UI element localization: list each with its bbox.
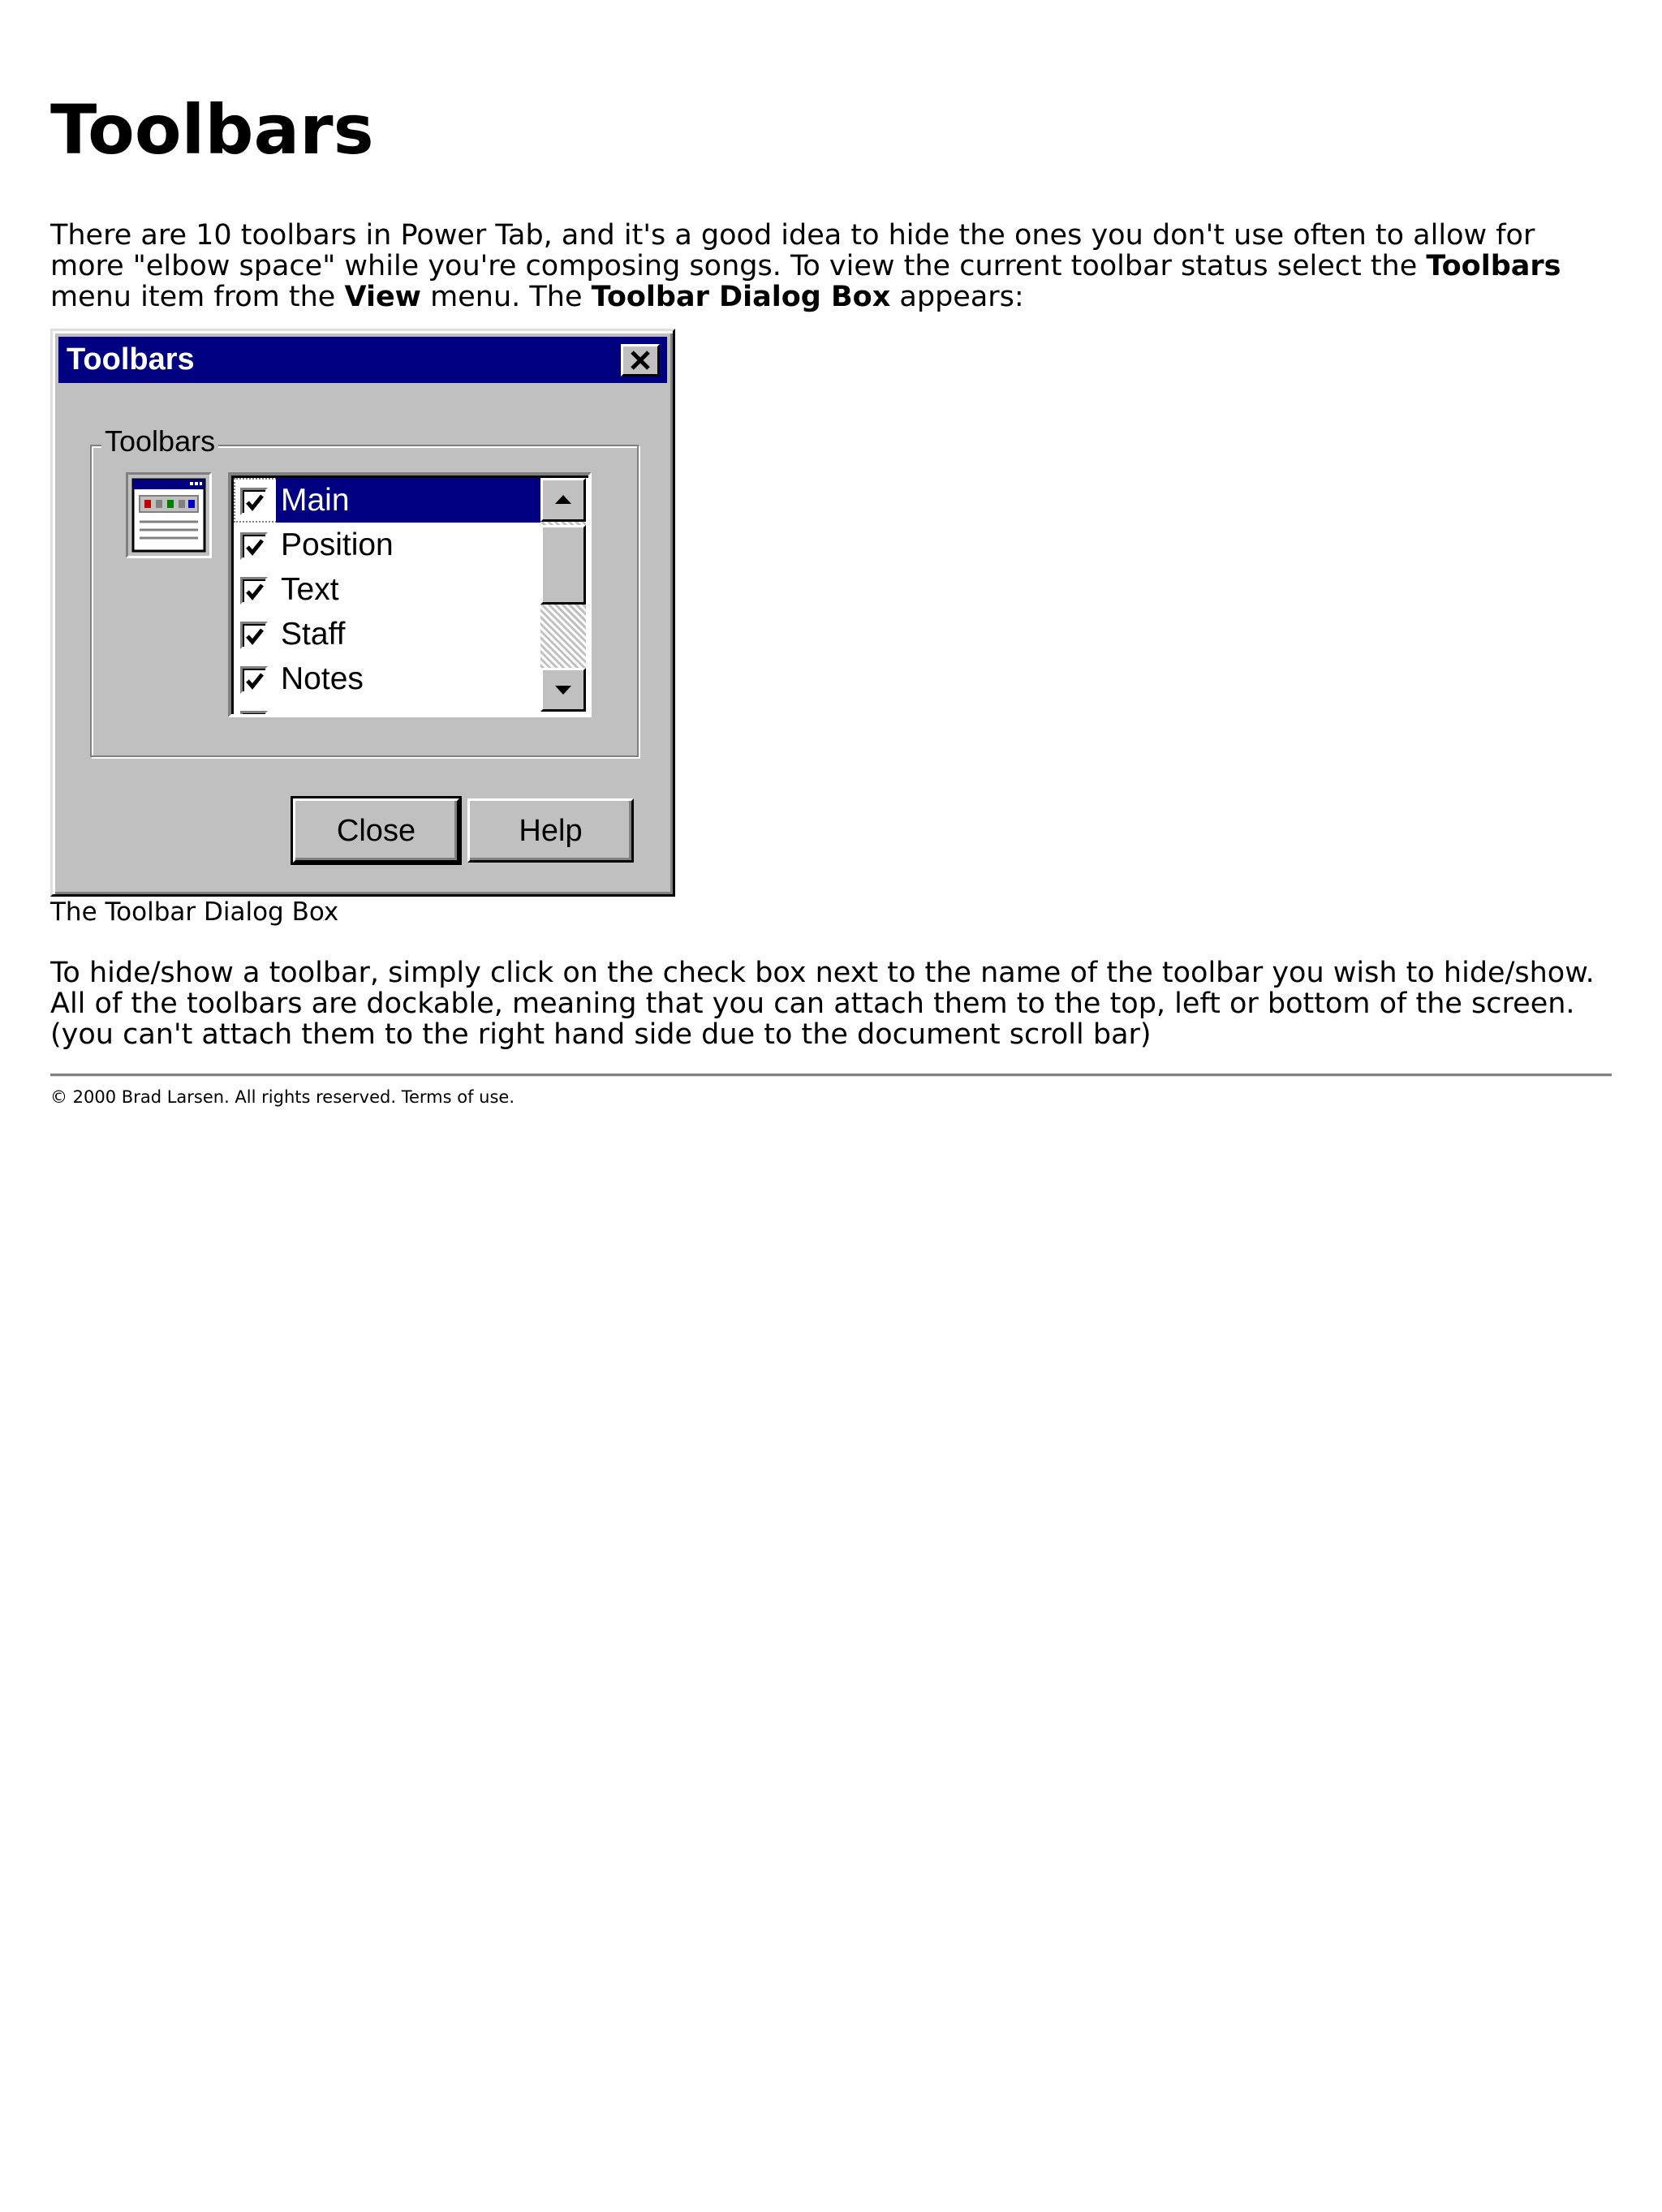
listbox-scrollbar[interactable]	[540, 478, 586, 712]
toolbar-window-icon	[126, 472, 212, 558]
checkbox[interactable]	[240, 711, 268, 717]
intro-paragraph	[50, 220, 1612, 312]
list-item-label: Position	[281, 527, 394, 562]
help-button[interactable]: Help	[467, 798, 634, 863]
list-item-label: Text	[281, 572, 339, 607]
dialog-titlebar	[58, 337, 667, 383]
intro-bold-dialog: Toolbar Dialog Box	[591, 281, 891, 313]
list-item-label: Staff	[281, 617, 346, 652]
scroll-up-button[interactable]	[540, 478, 586, 522]
checkbox[interactable]	[240, 622, 268, 649]
close-button[interactable]: Close	[293, 798, 459, 863]
intro-text-3: menu. The	[421, 281, 592, 313]
toolbar-list	[234, 478, 546, 717]
scroll-down-button[interactable]	[540, 668, 586, 712]
divider	[50, 1074, 1612, 1077]
copyright-footer: © 2000 Brad Larsen. All rights reserved. Terms of use.	[50, 1087, 515, 1107]
intro-bold-view: View	[344, 281, 422, 313]
checkbox[interactable]	[240, 666, 268, 694]
groupbox-label: Toolbars	[101, 424, 218, 459]
dialog-title: Toolbars	[67, 342, 195, 377]
list-item[interactable]	[234, 478, 546, 523]
list-item[interactable]	[234, 523, 546, 567]
figure-caption: The Toolbar Dialog Box	[50, 897, 339, 927]
scroll-thumb[interactable]	[540, 525, 586, 605]
toolbars-listbox[interactable]	[228, 472, 592, 717]
close-icon[interactable]	[621, 344, 660, 377]
intro-bold-toolbars: Toolbars	[1426, 250, 1561, 282]
intro-text-2: menu item from the	[50, 281, 345, 313]
list-item[interactable]	[234, 567, 546, 612]
list-item[interactable]	[234, 656, 546, 701]
checkbox[interactable]	[240, 488, 268, 515]
arrow-down-icon	[553, 682, 574, 698]
intro-text-1: There are 10 toolbars in Power Tab, and it's a good idea to hide the ones you don't use often to allow for more "elbow space" while you're composing songs. To view the current toolbar status select the	[50, 219, 1535, 282]
intro-text-4: appears:	[890, 281, 1024, 313]
list-item-label: Main	[276, 478, 546, 523]
arrow-up-icon	[553, 492, 574, 508]
toolbars-groupbox	[90, 424, 639, 757]
body-paragraph: To hide/show a toolbar, simply click on the check box next to the name of the toolbar you wish to hide/show. All of the toolbars are dockable, meaning that you can attach them to the top, left or bottom of the screen. (you can't attach them to the right hand side due to the document scroll bar)	[50, 957, 1595, 1051]
checkbox[interactable]	[240, 577, 268, 605]
list-item-partial[interactable]	[234, 701, 546, 717]
list-item[interactable]	[234, 612, 546, 656]
checkbox[interactable]	[240, 532, 268, 560]
list-item-label: Notes	[281, 661, 364, 696]
toolbar-dialog-screenshot	[50, 329, 675, 897]
page-title: Toolbars	[50, 90, 374, 170]
